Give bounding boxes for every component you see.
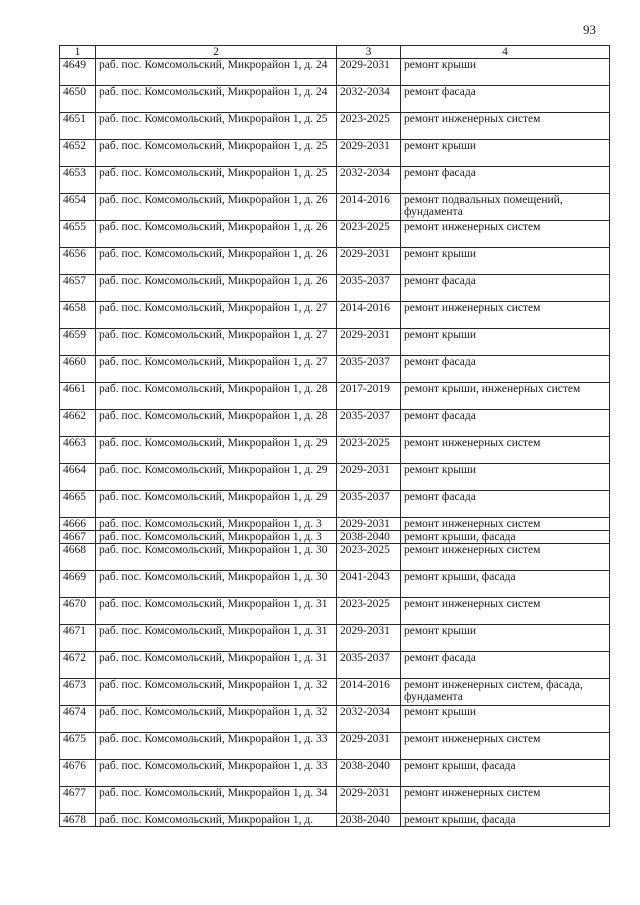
table-row (60, 221, 610, 248)
work-type-cell: ремонт крыши (401, 59, 610, 86)
row-number: 4672 (60, 652, 96, 679)
period-cell: 2023-2025 (337, 437, 401, 464)
row-number: 4650 (60, 86, 96, 113)
work-type-cell: ремонт крыши, фасада (401, 814, 610, 827)
work-type-cell: ремонт инженерных систем (401, 302, 610, 329)
period-cell: 2014-2016 (337, 194, 401, 221)
table-row (60, 410, 610, 437)
address-cell: раб. пос. Комсомольский, Микрорайон 1, д. 32 (96, 706, 337, 733)
address-cell: раб. пос. Комсомольский, Микрорайон 1, д. 27 (96, 302, 337, 329)
work-type-cell: ремонт крыши (401, 464, 610, 491)
table-row (60, 625, 610, 652)
table-row (60, 59, 610, 86)
period-cell: 2029-2031 (337, 733, 401, 760)
row-number: 4655 (60, 221, 96, 248)
period-cell: 2029-2031 (337, 59, 401, 86)
period-cell: 2038-2040 (337, 814, 401, 827)
row-number: 4661 (60, 383, 96, 410)
address-cell: раб. пос. Комсомольский, Микрорайон 1, д. 29 (96, 491, 337, 518)
address-cell: раб. пос. Комсомольский, Микрорайон 1, д. 31 (96, 625, 337, 652)
table-row (60, 275, 610, 302)
row-number: 4667 (60, 531, 96, 544)
address-cell: раб. пос. Комсомольский, Микрорайон 1, д. 24 (96, 86, 337, 113)
table-row (60, 571, 610, 598)
work-type-cell: ремонт крыши, фасада (401, 760, 610, 787)
period-cell: 2032-2034 (337, 167, 401, 194)
period-cell: 2032-2034 (337, 86, 401, 113)
period-cell: 2041-2043 (337, 571, 401, 598)
period-cell: 2032-2034 (337, 706, 401, 733)
table-row (60, 652, 610, 679)
row-number: 4651 (60, 113, 96, 140)
work-type-cell: ремонт подвальных помещений, фундамента (401, 194, 610, 221)
address-cell: раб. пос. Комсомольский, Микрорайон 1, д. 3 (96, 518, 337, 531)
period-cell: 2035-2037 (337, 275, 401, 302)
table-body (60, 46, 610, 827)
column-header: 3 (337, 46, 401, 59)
table-row (60, 248, 610, 275)
row-number: 4663 (60, 437, 96, 464)
period-cell: 2035-2037 (337, 410, 401, 437)
period-cell: 2029-2031 (337, 140, 401, 167)
row-number: 4662 (60, 410, 96, 437)
row-number: 4676 (60, 760, 96, 787)
table-row (60, 518, 610, 531)
table-row (60, 531, 610, 544)
address-cell: раб. пос. Комсомольский, Микрорайон 1, д. 27 (96, 329, 337, 356)
table-row (60, 140, 610, 167)
work-type-cell: ремонт крыши (401, 706, 610, 733)
table-row (60, 167, 610, 194)
row-number: 4664 (60, 464, 96, 491)
work-type-cell: ремонт крыши (401, 140, 610, 167)
column-header: 4 (401, 46, 610, 59)
period-cell: 2023-2025 (337, 113, 401, 140)
address-cell: раб. пос. Комсомольский, Микрорайон 1, д. (96, 814, 337, 827)
address-cell: раб. пос. Комсомольский, Микрорайон 1, д. 26 (96, 221, 337, 248)
table-row (60, 437, 610, 464)
row-number: 4656 (60, 248, 96, 275)
table-row (60, 544, 610, 571)
address-cell: раб. пос. Комсомольский, Микрорайон 1, д. 30 (96, 544, 337, 571)
address-cell: раб. пос. Комсомольский, Микрорайон 1, д. 32 (96, 679, 337, 706)
address-cell: раб. пос. Комсомольский, Микрорайон 1, д. 26 (96, 248, 337, 275)
period-cell: 2029-2031 (337, 464, 401, 491)
work-type-cell: ремонт крыши, фасада (401, 531, 610, 544)
row-number: 4665 (60, 491, 96, 518)
address-cell: раб. пос. Комсомольский, Микрорайон 1, д. 29 (96, 464, 337, 491)
table-row (60, 194, 610, 221)
row-number: 4670 (60, 598, 96, 625)
address-cell: раб. пос. Комсомольский, Микрорайон 1, д. 25 (96, 167, 337, 194)
address-cell: раб. пос. Комсомольский, Микрорайон 1, д. 28 (96, 383, 337, 410)
address-cell: раб. пос. Комсомольский, Микрорайон 1, д. 31 (96, 598, 337, 625)
row-number: 4652 (60, 140, 96, 167)
period-cell: 2029-2031 (337, 787, 401, 814)
work-type-cell: ремонт крыши (401, 329, 610, 356)
address-cell: раб. пос. Комсомольский, Микрорайон 1, д. 26 (96, 275, 337, 302)
period-cell: 2017-2019 (337, 383, 401, 410)
row-number: 4673 (60, 679, 96, 706)
column-header: 2 (96, 46, 337, 59)
period-cell: 2035-2037 (337, 491, 401, 518)
period-cell: 2029-2031 (337, 518, 401, 531)
row-number: 4677 (60, 787, 96, 814)
row-number: 4658 (60, 302, 96, 329)
table-row (60, 598, 610, 625)
work-type-cell: ремонт инженерных систем (401, 437, 610, 464)
period-cell: 2038-2040 (337, 531, 401, 544)
row-number: 4649 (60, 59, 96, 86)
work-type-cell: ремонт фасада (401, 652, 610, 679)
table-row (60, 760, 610, 787)
row-number: 4671 (60, 625, 96, 652)
work-type-cell: ремонт инженерных систем (401, 221, 610, 248)
table-row (60, 787, 610, 814)
work-type-cell: ремонт крыши, инженерных систем (401, 383, 610, 410)
address-cell: раб. пос. Комсомольский, Микрорайон 1, д. 34 (96, 787, 337, 814)
capital-repair-table (59, 45, 610, 827)
table-row (60, 383, 610, 410)
table-row (60, 706, 610, 733)
table-row (60, 733, 610, 760)
row-number: 4659 (60, 329, 96, 356)
row-number: 4674 (60, 706, 96, 733)
address-cell: раб. пос. Комсомольский, Микрорайон 1, д. 27 (96, 356, 337, 383)
work-type-cell: ремонт инженерных систем (401, 113, 610, 140)
table-row (60, 113, 610, 140)
address-cell: раб. пос. Комсомольский, Микрорайон 1, д. 33 (96, 760, 337, 787)
address-cell: раб. пос. Комсомольский, Микрорайон 1, д. 3 (96, 531, 337, 544)
address-cell: раб. пос. Комсомольский, Микрорайон 1, д. 33 (96, 733, 337, 760)
period-cell: 2023-2025 (337, 544, 401, 571)
table-row (60, 491, 610, 518)
row-number: 4675 (60, 733, 96, 760)
work-type-cell: ремонт инженерных систем (401, 733, 610, 760)
row-number: 4666 (60, 518, 96, 531)
work-type-cell: ремонт инженерных систем, фасада, фундамента (401, 679, 610, 706)
page-number: 93 (583, 22, 596, 37)
period-cell: 2035-2037 (337, 652, 401, 679)
table-row (60, 302, 610, 329)
row-number: 4657 (60, 275, 96, 302)
table-row (60, 464, 610, 491)
address-cell: раб. пос. Комсомольский, Микрорайон 1, д. 26 (96, 194, 337, 221)
work-type-cell: ремонт фасада (401, 410, 610, 437)
work-type-cell: ремонт крыши (401, 248, 610, 275)
work-type-cell: ремонт инженерных систем (401, 518, 610, 531)
row-number: 4660 (60, 356, 96, 383)
work-type-cell: ремонт инженерных систем (401, 787, 610, 814)
work-type-cell: ремонт фасада (401, 86, 610, 113)
period-cell: 2029-2031 (337, 625, 401, 652)
work-type-cell: ремонт инженерных систем (401, 598, 610, 625)
row-number: 4654 (60, 194, 96, 221)
address-cell: раб. пос. Комсомольский, Микрорайон 1, д. 25 (96, 113, 337, 140)
period-cell: 2029-2031 (337, 248, 401, 275)
table-row (60, 86, 610, 113)
work-type-cell: ремонт фасада (401, 167, 610, 194)
work-type-cell: ремонт крыши, фасада (401, 571, 610, 598)
work-type-cell: ремонт фасада (401, 356, 610, 383)
table-row (60, 814, 610, 827)
column-header: 1 (60, 46, 96, 59)
period-cell: 2014-2016 (337, 679, 401, 706)
table-row (60, 679, 610, 706)
period-cell: 2038-2040 (337, 760, 401, 787)
period-cell: 2014-2016 (337, 302, 401, 329)
address-cell: раб. пос. Комсомольский, Микрорайон 1, д. 29 (96, 437, 337, 464)
address-cell: раб. пос. Комсомольский, Микрорайон 1, д. 25 (96, 140, 337, 167)
address-cell: раб. пос. Комсомольский, Микрорайон 1, д. 30 (96, 571, 337, 598)
work-type-cell: ремонт крыши (401, 625, 610, 652)
period-cell: 2029-2031 (337, 329, 401, 356)
row-number: 4668 (60, 544, 96, 571)
address-cell: раб. пос. Комсомольский, Микрорайон 1, д. 31 (96, 652, 337, 679)
row-number: 4653 (60, 167, 96, 194)
row-number: 4678 (60, 814, 96, 827)
address-cell: раб. пос. Комсомольский, Микрорайон 1, д. 24 (96, 59, 337, 86)
table-header-row (60, 46, 610, 59)
row-number: 4669 (60, 571, 96, 598)
work-type-cell: ремонт фасада (401, 275, 610, 302)
period-cell: 2023-2025 (337, 221, 401, 248)
table-row (60, 356, 610, 383)
work-type-cell: ремонт фасада (401, 491, 610, 518)
address-cell: раб. пос. Комсомольский, Микрорайон 1, д. 28 (96, 410, 337, 437)
table-row (60, 329, 610, 356)
period-cell: 2035-2037 (337, 356, 401, 383)
period-cell: 2023-2025 (337, 598, 401, 625)
work-type-cell: ремонт инженерных систем (401, 544, 610, 571)
